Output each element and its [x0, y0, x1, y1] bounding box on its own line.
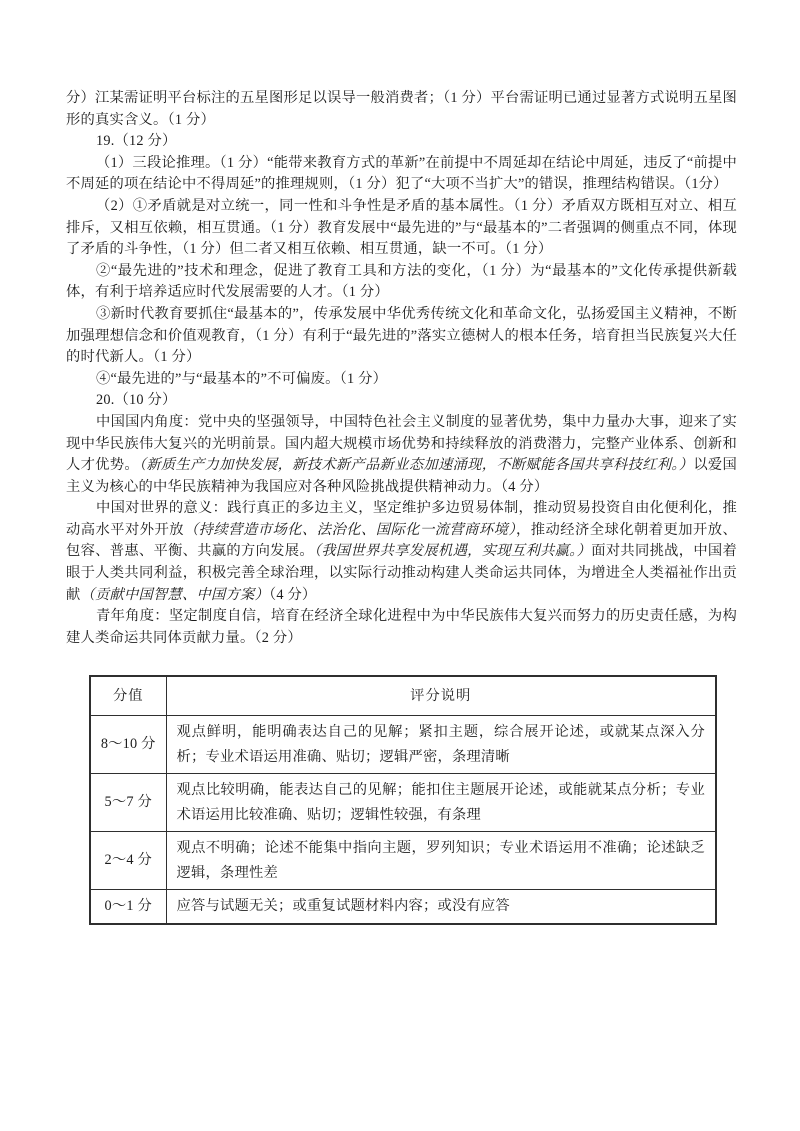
answer-text-block: [66, 88, 737, 925]
rubric-row: [90, 716, 716, 774]
body-text-run: 以爱国主义为核心的中华民族精神为我国应对各种风险挑战提供精神动力。（4 分）: [66, 457, 738, 495]
scoring-rubric-table: [89, 675, 717, 925]
body-text-run: ④“最先进的”与“最基本的”不可偏废。（1 分）: [96, 370, 388, 387]
paragraph: [66, 498, 737, 606]
rubric-description: 观点鲜明，能明确表达自己的见解；紧扣主题，综合展开论述，或就某点深入分析；专业术语运用准确、贴切；逻辑严密，条理清晰: [166, 716, 716, 774]
rubric-description: 观点比较明确，能表达自己的见解；能扣住主题展开论述，或能就某点分析；专业术语运用比较准确、贴切；逻辑性较强，有条理: [166, 774, 716, 832]
body-text-run: （2）①矛盾就是对立统一，同一性和斗争性是矛盾的基本属性。（1 分）矛盾双方既相互对立、相互排斥，又相互依赖，相互贯通。（1 分）教育发展中“最先进的”与“最基本的”二者强调的侧重点不同，体现了矛盾的斗争性，（1 分）但二者又相互依赖、相互贯通，缺一不可。（1 分）: [66, 197, 737, 258]
rubric-header-row: [90, 676, 716, 716]
rubric-description: 观点不明确；论述不能集中指向主题，罗列知识；专业术语运用不准确；论述缺乏逻辑，条理性差: [166, 832, 716, 890]
paragraphs: [66, 88, 737, 649]
paragraph: [66, 369, 737, 391]
body-text-run: ，推动经济全球化朝着更加开放、包容、普惠、平衡、共赢的方向发展。: [66, 521, 737, 560]
kai-annotation-text: （我国世界共享发展机遇，实现互利共赢。）: [313, 543, 592, 560]
kai-annotation-text: （持续营造市场化、法治化、国际化一流营商环境）: [183, 521, 517, 538]
kai-annotation-text: （贡献中国智慧、中国方案）: [80, 586, 269, 603]
rubric-body: [90, 716, 716, 924]
body-text-run: 中国对世界的意义：践行真正的多边主义，坚定维护多边贸易体制，推动贸易投资自由化便利化，推动高水平对外开放: [66, 500, 737, 538]
rubric-header-score: 分值: [90, 676, 166, 716]
rubric-score-range: 5～7 分: [90, 774, 166, 832]
paragraph: [66, 304, 737, 369]
rubric-row: [90, 890, 716, 924]
body-text-run: ②“最先进的”技术和理念，促进了教育工具和方法的变化，（1 分）为“最基本的”文化传承提供新载体，有利于培养适应时代发展需要的人才。（1 分）: [66, 262, 737, 301]
body-text-run: 面对共同挑战，中国着眼于人类共同利益，积极完善全球治理，以实际行动推动构建人类命运共同体，为增进全人类福祉作出贡献: [66, 543, 738, 603]
rubric-score-range: 2～4 分: [90, 832, 166, 890]
rubric-score-range: 8～10 分: [90, 716, 166, 774]
paragraph: [66, 153, 737, 196]
body-text-run: （1）三段论推理。（1 分）“能带来教育方式的革新”在前提中不周延却在结论中周延，违反了“前提中不周延的项在结论中不得周延”的推理规则，（1 分）犯了“大项不当扩大”的错误，推理结构错误。（1分）: [66, 154, 737, 193]
body-text-run: 中国国内角度：党中央的坚强领导，中国特色社会主义制度的显著优势，集中力量办大事，迎来了实现中华民族伟大复兴的光明前景。国内超大规模市场优势和持续释放的消费潜力，完整产业体系、创新和人才优势。: [66, 413, 737, 474]
paragraph: [66, 390, 737, 412]
rubric-description: 应答与试题无关；或重复试题材料内容；或没有应答: [166, 890, 716, 924]
paragraph: [66, 88, 737, 131]
paragraph: [66, 606, 737, 649]
rubric-score-range: 0～1 分: [90, 890, 166, 924]
rubric-row: [90, 774, 716, 832]
paragraph: [66, 131, 737, 153]
body-text-run: （4 分）: [268, 586, 317, 603]
body-text-run: 青年角度：坚定制度自信，培育在经济全球化进程中为中华民族伟大复兴而努力的历史责任感，为构建人类命运共同体贡献力量。（2 分）: [66, 608, 737, 646]
paragraph: [66, 196, 737, 261]
paragraph: [66, 412, 737, 498]
rubric-header-description: 评分说明: [166, 676, 716, 716]
body-text-run: 19.（12 分）: [96, 133, 177, 150]
rubric-row: [90, 832, 716, 890]
paragraph: [66, 261, 737, 304]
body-text-run: 分）江某需证明平台标注的五星图形足以误导一般消费者；（1 分）平台需证明已通过显著方式说明五星图形的真实含义。（1 分）: [66, 90, 737, 128]
body-text-run: 20.（10 分）: [96, 392, 177, 409]
body-text-run: ③新时代教育要抓住“最基本的”，传承发展中华优秀传统文化和革命文化，弘扬爱国主义精神，不断加强理想信念和价值观教育，（1 分）有利于“最先进的”落实立德树人的根本任务，培育担当民族复兴大任的时代新人。（1 分）: [66, 305, 737, 366]
kai-annotation-text: （新质生产力加快发展，新技术新产品新业态加速涌现，不断赋能各国共享科技红利。）: [138, 457, 694, 474]
